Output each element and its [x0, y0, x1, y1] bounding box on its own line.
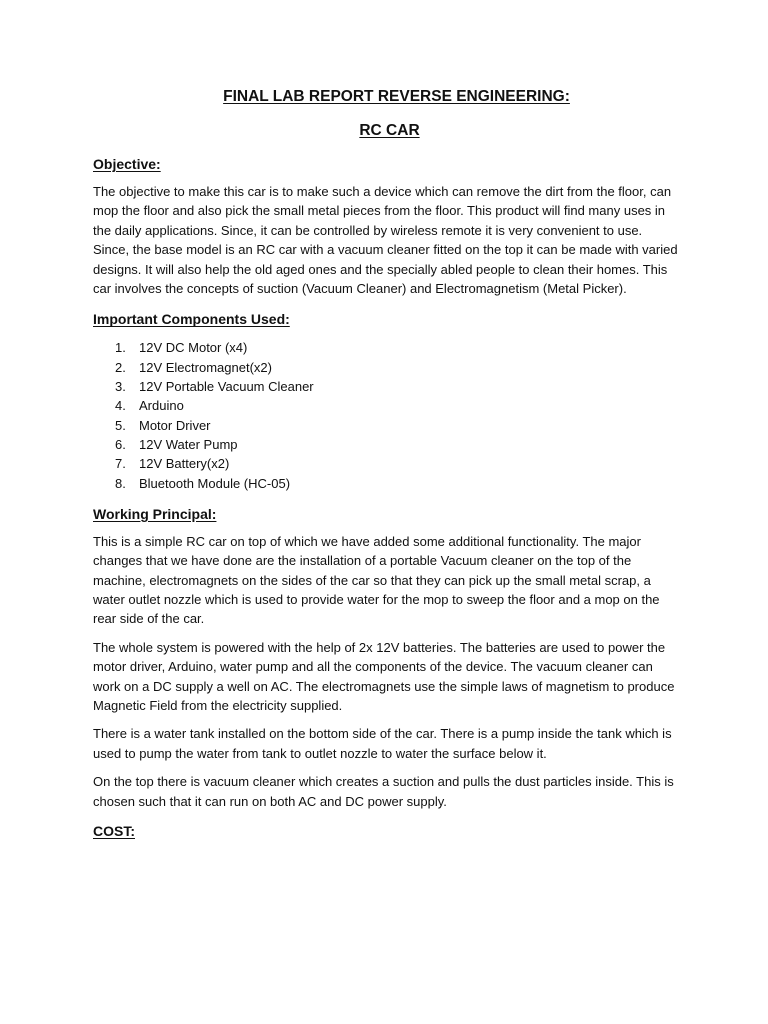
working-paragraph-2: The whole system is powered with the help of 2x 12V batteries. The batteries are used to power the motor driver, Arduino, water pump and all the components of the device. The vacuum cleaner can work on a DC supply a well on AC. The electromagnets use the simple laws of magnetism to produce Magnetic Field from the electricity supplied.: [93, 639, 675, 714]
components-list: [93, 338, 678, 492]
list-item: [93, 435, 678, 454]
list-item: [93, 377, 678, 396]
report-title: FINAL LAB REPORT REVERSE ENGINEERING:: [223, 88, 570, 105]
working-principal-heading: Working Principal:: [93, 505, 217, 522]
document-body: [93, 86, 678, 841]
list-item-number: 7.: [115, 456, 126, 472]
objective-heading: Objective:: [93, 156, 161, 172]
list-item-label: 12V Battery(x2): [139, 456, 230, 472]
working-paragraph-3: There is a water tank installed on the bottom side of the car. There is a pump inside the tank which is used to pump the water from tank to outlet nozzle to water the surface below it.: [93, 726, 672, 761]
list-item-label: 12V Portable Vacuum Cleaner: [139, 379, 314, 395]
list-item-label: Motor Driver: [139, 417, 211, 433]
list-item-number: 5.: [115, 417, 126, 433]
list-item: [93, 358, 678, 377]
list-item-label: Bluetooth Module (HC-05): [139, 475, 291, 491]
cost-heading: COST:: [93, 823, 135, 840]
list-item-number: 8.: [115, 475, 126, 491]
working-paragraph-4: On the top there is vacuum cleaner which creates a suction and pulls the dust particles inside. This is chosen such that it can run on both AC and DC power supply.: [93, 774, 674, 809]
list-item-label: Arduino: [139, 398, 184, 414]
list-item-number: 4.: [115, 398, 126, 414]
working-paragraph-1: This is a simple RC car on top of which we have added some additional functionality. The major changes that we have done are the installation of a portable Vacuum cleaner on the top of the machine, electromagnets on the sides of the car so that they can pick up the small metal scrap, a water outlet nozzle which is used to provide water for the mop to sweep the floor and a mop on the rear side of the car.: [93, 533, 660, 627]
list-item: [93, 338, 678, 357]
list-item-label: 12V Electromagnet(x2): [139, 359, 272, 375]
list-item: [93, 396, 678, 415]
list-item-label: 12V Water Pump: [139, 436, 238, 452]
components-heading: Important Components Used:: [93, 311, 290, 328]
list-item-number: 2.: [115, 359, 126, 375]
report-subtitle: RC CAR: [359, 122, 420, 139]
list-item-number: 3.: [115, 379, 126, 395]
list-item-number: 1.: [115, 340, 126, 356]
objective-paragraph: The objective to make this car is to make such a device which can remove the dirt from the floor, can mop the floor and also pick the small metal pieces from the floor. This product will find many uses in the daily applications. Since, it can be controlled by wireless remote it is very convenient to use. Since, the base model is an RC car with a vacuum cleaner fitted on the top it can be made with varied designs. It will also help the old aged ones and the specially abled people to clean their homes. This car involves the concepts of suction (Vacuum Cleaner) and Electromagnetism (Metal Picker).: [93, 184, 678, 297]
list-item: [93, 416, 678, 435]
list-item: [93, 474, 678, 493]
list-item: [93, 454, 678, 473]
list-item-number: 6.: [115, 436, 126, 452]
list-item-label: 12V DC Motor (x4): [139, 340, 248, 356]
